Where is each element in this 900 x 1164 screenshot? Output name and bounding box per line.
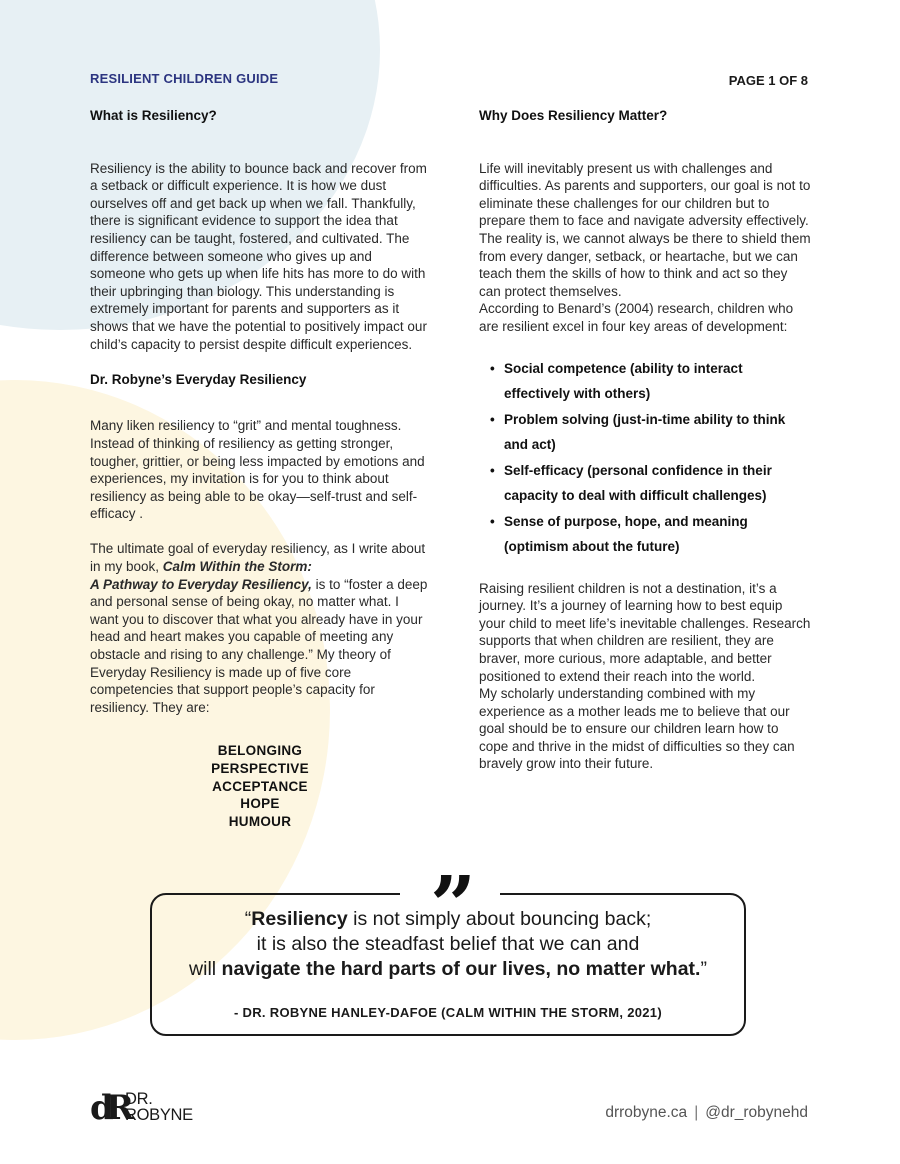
quote-text-line3-start: will (189, 958, 222, 980)
competency-item: HOPE (240, 796, 280, 812)
page-number: PAGE 1 OF 8 (728, 73, 808, 88)
right-column (479, 107, 811, 773)
section-heading-why-resiliency-matters: Why Does Resiliency Matter? (479, 108, 668, 123)
raising-resilient-line2: your child to meet life’s inevitable challenges. Research supports that when children are resilient, they are braver, more curious, more adaptable, and better positioned to extend their reach into the world. (479, 615, 811, 684)
competency-item: HUMOUR (228, 813, 292, 829)
logo-text (125, 1091, 193, 1123)
quotation-mark-icon: ” (400, 860, 500, 908)
quote-attribution: - DR. ROBYNE HANLEY-DAFOE (CALM WITHIN THE STORM, 2021) (234, 1005, 662, 1020)
section-heading-everyday-resiliency: Dr. Robyne’s Everyday Resiliency (90, 371, 307, 387)
logo-mark-icon: dR (90, 1088, 127, 1128)
benard-research-paragraph: According to Benard’s (2004) research, children who are resilient excel in four key areas of development: (479, 301, 794, 334)
list-item: • Social competence (ability to interact effectively with others) (504, 356, 811, 407)
social-handle-link[interactable]: @dr_robynehd (705, 1104, 808, 1121)
dr-robyne-logo (90, 1090, 230, 1130)
scholarly-understanding-paragraph: My scholarly understanding combined with my experience as a mother leads me to believe that our goal should be to ensure our children learn how to cope and thrive in the midst of difficulties so they can bravely grow into their future. (479, 686, 795, 772)
website-link[interactable]: drrobyne.ca (605, 1104, 688, 1121)
competency-item: ACCEPTANCE (212, 778, 308, 794)
logo-line1: DR. (125, 1090, 153, 1108)
quote-bold-navigate: navigate the hard parts of our lives, no matter what. (221, 958, 701, 980)
ultimate-goal-intro: The ultimate goal of everyday resiliency, as I write about in my book, (90, 541, 426, 575)
core-competencies-list (90, 742, 430, 830)
competency-item: PERSPECTIVE (211, 761, 309, 776)
section-heading-what-is-resiliency: What is Resiliency? (90, 108, 217, 123)
book-title-line2: A Pathway to Everyday Resiliency, (90, 576, 312, 592)
what-is-resiliency-text: Resiliency is the ability to bounce back and recover from a setback or difficult experience. It is how we dust ourselves off and get back up when we fall. Thankfully, there is significant evidence to support the idea that resiliency can be taught, fostered, and cultivated. The difference between someone who gives up and someone who gets up when life hits has more to do with their upbringing than biology. This understanding is extremely important for parents and supporters as it shows that we have the potential to positively impact our child’s capacity to persist despite difficult experiences. (90, 160, 427, 352)
raising-resilient-line1: Raising resilient children is not a destination, it’s a journey. It’s a journey of learning how to best equip (479, 580, 783, 614)
why-matters-paragraph: Life will inevitably present us with challenges and difficulties. As parents and supporters, our goal is not to eliminate these challenges for our children but to prepare them to face and navigate adversity effectively. The reality is, we cannot always be there to shield them from every danger, setback, or heartache, but we can teach them the skills of how to think and act so they can protect themselves. (479, 160, 811, 299)
list-item: • Self-efficacy (personal confidence in their capacity to deal with difficult challenges) (504, 458, 811, 509)
close-quote-mark: ” (700, 958, 707, 980)
document-title: RESILIENT CHILDREN GUIDE (90, 71, 279, 86)
book-title-line1: Calm Within the Storm: (162, 559, 312, 575)
list-item: • Sense of purpose, hope, and meaning (optimism about the future) (504, 509, 811, 560)
quote-text-line1: is not simply about bouncing back; (347, 908, 652, 930)
quote-text-line2: it is also the steadfast belief that we can and (256, 933, 640, 955)
logo-line2: ROBYNE (125, 1106, 193, 1124)
quote-bold-resiliency: Resiliency (251, 908, 348, 930)
competency-item: BELONGING (217, 743, 303, 759)
everyday-resiliency-text: Many liken resiliency to “grit” and mental toughness. Instead of thinking of resiliency as getting stronger, tougher, grittier, or being less impacted by emotions and experiences, my invitation is for you to think about resiliency as being able to be okay—self-trust and self-efficacy . (90, 418, 425, 522)
left-column (90, 107, 430, 830)
key-areas-list (479, 356, 811, 560)
list-item: • Problem solving (just-in-time ability to think and act) (504, 407, 811, 458)
footer-separator: | (694, 1104, 699, 1121)
ultimate-goal-paragraph (90, 540, 430, 716)
ultimate-goal-rest: is to “foster a deep and personal sense of being okay, no matter what. I want you to discover that what you already have in your head and heart makes you capable of meeting any obstacle and rising to any challenge.” My theory of Everyday Resiliency is made up of five core competencies that support people’s capacity for resiliency. They are: (90, 576, 428, 715)
footer-links (605, 1104, 808, 1122)
open-quote-mark: “ (244, 908, 252, 930)
